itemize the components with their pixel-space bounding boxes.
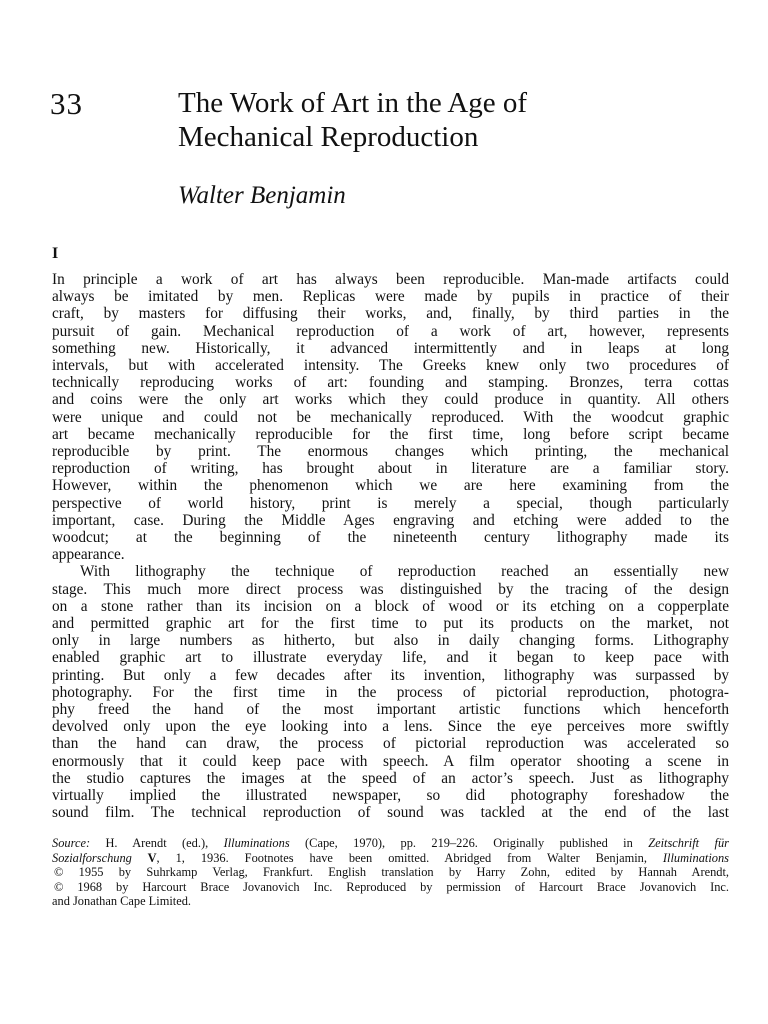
source-book-title: Illuminations — [223, 836, 290, 850]
body-line: than the hand can draw, the process of pictorial reproduction was accelerated so — [52, 735, 729, 753]
source-text: (Cape, 1970), pp. 219–226. Originally published in — [289, 836, 649, 850]
body-line: appearance. — [52, 546, 125, 564]
body-text — [52, 271, 729, 822]
body-line: craft, by masters for diffusing their works, and, finally, by third parties in the — [52, 305, 729, 323]
body-line: printing. But only a few decades after its invention, lithography was surpassed by — [52, 666, 729, 684]
body-line: perspective of world history, print is merely a special, though particularly — [52, 494, 729, 512]
body-line: reproduction of writing, has brought about in literature are a familiar story. — [52, 460, 729, 478]
chapter-number: 33 — [50, 86, 83, 121]
chapter-title-line: The Work of Art in the Age of — [178, 87, 528, 119]
body-line: photography. For the first time in the process of pictorial reproduction, photogra- — [52, 683, 729, 701]
body-line: only in large numbers as hitherto, but also in daily changing forms. Lithography — [52, 632, 729, 650]
chapter-title-line: Mechanical Reproduction — [178, 121, 479, 153]
source-journal-title: Zeitschrift für — [648, 836, 729, 850]
body-line: on a stone rather than its incision on a block of wood or its etching on a copperplate — [52, 597, 729, 615]
body-line: stage. This much more direct process was distinguished by the tracing of the design — [52, 580, 729, 598]
source-book-title: Illuminations — [662, 850, 729, 865]
source-line: © 1955 by Suhrkamp Verlag, Frankfurt. English translation by Harry Zohn, edited by Hannah Arendt, — [54, 865, 729, 879]
source-text: H. Arendt (ed.), — [90, 836, 224, 850]
source-volume: V — [131, 850, 157, 865]
body-line: technically reproducing works of art: founding and stamping. Bronzes, terra cottas — [52, 374, 729, 392]
body-line: enabled graphic art to illustrate everyday life, and it began to keep pace with — [52, 649, 729, 667]
source-line: and Jonathan Cape Limited. — [52, 894, 192, 908]
author-name: Walter Benjamin — [178, 182, 346, 209]
body-line: important, case. During the Middle Ages engraving and etching were added to the — [52, 511, 729, 529]
body-line: sound film. The technical reproduction of sound was tackled at the end of the last — [52, 804, 729, 822]
body-line: enormously that it could keep pace with speech. A film operator shooting a scene in — [52, 752, 729, 770]
section-number: I — [52, 245, 59, 262]
body-line: reproducible by print. The enormous changes which printing, the mechanical — [52, 443, 729, 461]
body-line: virtually implied the illustrated newspaper, so did photography foreshadow the — [52, 787, 729, 805]
chapter-title — [178, 86, 738, 154]
body-line: However, within the phenomenon which we are here examining from the — [52, 477, 729, 495]
source-line — [52, 851, 729, 866]
source-note — [52, 836, 729, 909]
source-line — [52, 836, 729, 851]
body-line: pursuit of gain. Mechanical reproduction of a work of art, however, represents — [52, 322, 729, 340]
body-line: art became mechanically reproducible for the first time, long before script became — [52, 425, 729, 443]
body-line: something new. Historically, it advanced intermittently and in leaps at long — [52, 339, 729, 357]
body-line: the studio captures the images at the speed of an actor’s speech. Just as lithography — [52, 769, 729, 787]
source-label: Source: — [52, 836, 91, 850]
body-line: and coins were the only art works which they could produce in quantity. All others — [52, 391, 729, 409]
source-line: © 1968 by Harcourt Brace Jovanovich Inc. Reproduced by permission of Harcourt Brace Jovanovich Inc. — [54, 879, 729, 894]
body-line: were unique and could not be mechanically reproduced. With the woodcut graphic — [52, 408, 729, 426]
body-line: devolved only upon the eye looking into a lens. Since the eye perceives more swiftly — [52, 718, 729, 736]
body-line: always be imitated by men. Replicas were made by pupils in practice of their — [52, 288, 729, 306]
body-line: In principle a work of art has always been reproducible. Man-made artifacts could — [52, 271, 729, 288]
body-line: phy freed the hand of the most important artistic functions which henceforth — [52, 701, 729, 719]
body-line: With lithography the technique of reproduction reached an essentially new — [80, 563, 729, 581]
body-line: woodcut; at the beginning of the nineteenth century lithography made its — [52, 529, 729, 547]
body-line: intervals, but with accelerated intensity. The Greeks knew only two procedures of — [52, 357, 729, 375]
source-journal-title: Sozialforschung — [52, 850, 132, 865]
source-text: , 1, 1936. Footnotes have been omitted. Abridged from Walter Benjamin, — [156, 850, 663, 865]
body-line: and permitted graphic art for the first time to put its products on the market, not — [52, 615, 729, 633]
